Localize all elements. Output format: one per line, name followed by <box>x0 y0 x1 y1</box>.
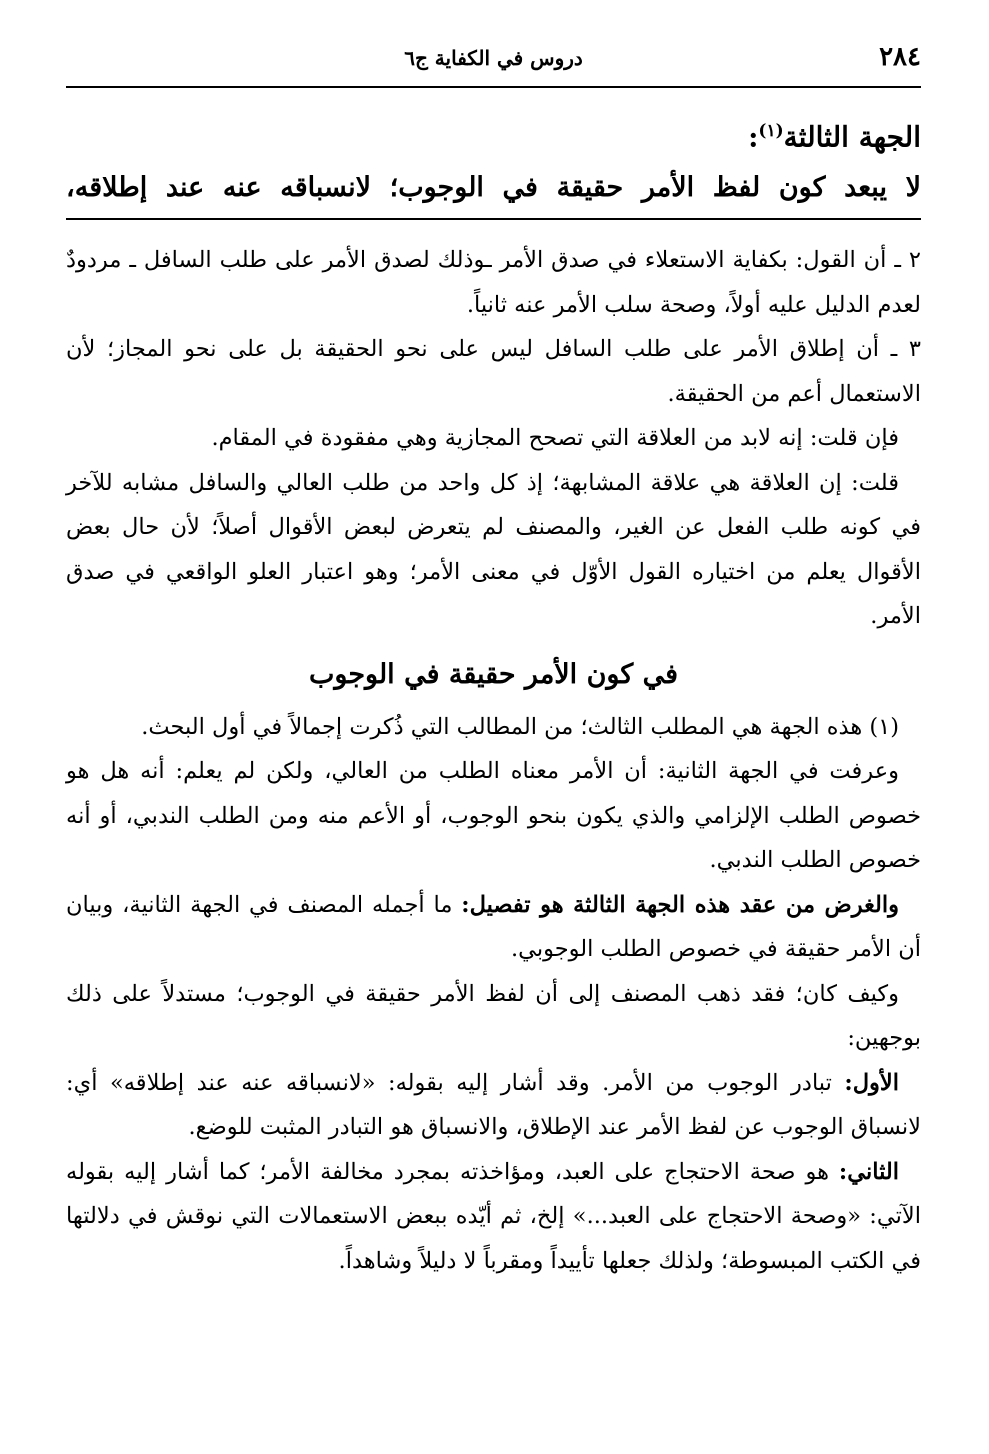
footnote-marker: (١) <box>758 121 784 141</box>
paragraph-point-2: ٢ ـ أن القول: بكفاية الاستعلاء في صدق الأمر ـوذلك لصدق الأمر على طلب السافل ـ مردودٌ لعدم الدليل عليه أولاً، وصحة سلب الأمر عنه ثانياً. <box>66 247 921 318</box>
section-title <box>66 106 921 162</box>
second-text: هو صحة الاحتجاج على العبد، ومؤاخذته بمجرد مخالفة الأمر؛ كما أشار إليه بقوله الآتي: «وصحة الاحتجاج على العبد...» إلخ، ثم أيّده ببعض الاستعمالات التي نوقش في دلالتها في الكتب المبسوطة؛ ولذلك جعلها تأييداً ومقرباً لا دليلاً وشاهداً. <box>66 1158 921 1274</box>
purpose-label: والغرض من عقد هذه الجهة الثالثة هو تفصيل: <box>461 891 900 918</box>
paragraph-reply: قلت: إن العلاقة هي علاقة المشابهة؛ إذ كل واحد من طلب العالي والسافل مشابه للآخر في كونه طلب الفعل عن الغير، والمصنف لم يتعرض لبعض الأقوال أصلاً؛ لأن حال بعض الأقوال يعلم من اختياره القول الأوّل في معنى الأمر؛ وهو اعتبار العلو الواقعي في صدق الأمر. <box>66 469 921 629</box>
paragraph-first-argument <box>66 1061 921 1150</box>
first-label: الأول: <box>844 1069 899 1096</box>
paragraph-objection: فإن قلت: إنه لابد من العلاقة التي تصحح المجازية وهي مفقودة في المقام. <box>211 425 899 451</box>
purpose-text: ما أجمله المصنف في الجهة الثانية، وبيان أن الأمر حقيقة في خصوص الطلب الوجوبي. <box>66 891 921 962</box>
page-header <box>66 38 921 88</box>
second-label: الثاني: <box>838 1158 899 1185</box>
first-text: تبادر الوجوب من الأمر. وقد أشار إليه بقوله: «لانسباقه عنه عند إطلاقه» أي: لانسباق الوجوب عن لفظ الأمر عند الإطلاق، والانسباق هو التبادر المثبت للوضع. <box>66 1069 921 1140</box>
paragraph-point-3: ٣ ـ أن إطلاق الأمر على طلب السافل ليس على نحو الحقيقة بل على نحو المجاز؛ لأن الاستعمال أعم من الحقيقة. <box>66 336 921 407</box>
paragraph-second-argument <box>66 1150 921 1284</box>
paragraph-second-aspect: وعرفت في الجهة الثانية: أن الأمر معناه الطلب من العالي، ولكن لم يعلم: أنه هل هو خصوص الطلب الإلزامي والذي يكون بنحو الوجوب، أو الأعم منه ومن الطلب الندبي، أو أنه خصوص الطلب الندبي. <box>66 758 921 873</box>
page-number: ٢٨٤ <box>879 42 921 72</box>
section-title-colon: : <box>748 120 759 154</box>
paragraph-author-view: وكيف كان؛ فقد ذهب المصنف إلى أن لفظ الأمر حقيقة في الوجوب؛ مستدلاً على ذلك بوجهين: <box>66 980 921 1051</box>
matn-text: لا يبعد كون لفظ الأمر حقيقة في الوجوب؛ لانسباقه عنه عند إطلاقه، <box>66 162 921 220</box>
section-title-text: الجهة الثالثة <box>783 120 921 154</box>
matn-section <box>66 106 921 220</box>
running-title: دروس في الكفاية ج٦ <box>404 46 583 70</box>
commentary <box>66 238 921 1283</box>
paragraph-purpose <box>66 883 921 972</box>
footnote-1: (١) هذه الجهة هي المطلب الثالث؛ من المطالب التي ذُكرت إجمالاً في أول البحث. <box>141 713 899 740</box>
subheading: في كون الأمر حقيقة في الوجوب <box>308 658 679 690</box>
